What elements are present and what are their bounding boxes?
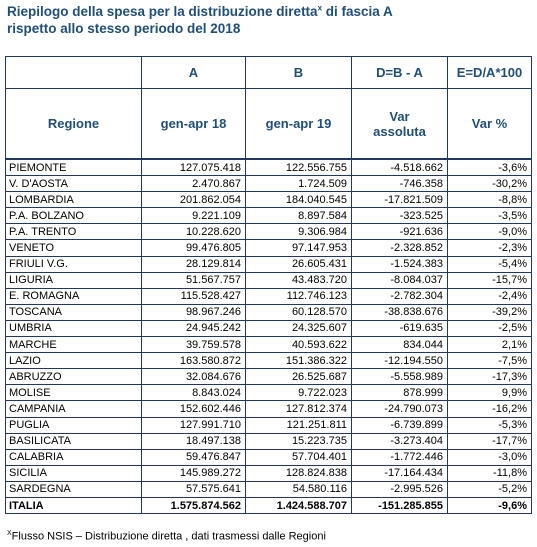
table-row	[6, 401, 532, 417]
gen-apr-19-cell: 60.128.570	[246, 304, 352, 320]
table-row	[6, 320, 532, 336]
total-row	[6, 497, 532, 513]
table-row	[6, 159, 532, 176]
table-row	[6, 224, 532, 240]
var-percent-cell: 9,9%	[448, 385, 532, 401]
gen-apr-18-cell: 9.221.109	[142, 208, 246, 224]
var-percent-cell: -9,0%	[448, 224, 532, 240]
gen-apr-19-cell: 9.722.023	[246, 385, 352, 401]
gen-apr-18-cell: 99.476.805	[142, 240, 246, 256]
header-var-percent: Var %	[448, 89, 532, 160]
region-cell: ITALIA	[6, 497, 142, 513]
gen-apr-18-cell: 127.991.710	[142, 417, 246, 433]
gen-apr-19-cell: 122.556.755	[246, 159, 352, 176]
gen-apr-18-cell: 115.528.427	[142, 288, 246, 304]
empty-header-cell	[6, 57, 142, 89]
var-percent-cell: 2,1%	[448, 337, 532, 353]
var-percent-cell: -17,3%	[448, 369, 532, 385]
col-letter-d: D=B - A	[352, 57, 448, 89]
gen-apr-18-cell: 57.575.641	[142, 481, 246, 497]
var-percent-cell: -2,4%	[448, 288, 532, 304]
table-row	[6, 369, 532, 385]
col-letter-e: E=D/A*100	[448, 57, 532, 89]
var-assoluta-cell: -24.790.073	[352, 401, 448, 417]
gen-apr-19-cell: 121.251.811	[246, 417, 352, 433]
region-cell: LOMBARDIA	[6, 192, 142, 208]
gen-apr-19-cell: 112.746.123	[246, 288, 352, 304]
column-letter-row	[6, 57, 532, 89]
region-cell: LIGURIA	[6, 272, 142, 288]
region-cell: PIEMONTE	[6, 159, 142, 176]
region-cell: BASILICATA	[6, 433, 142, 449]
table-row	[6, 240, 532, 256]
gen-apr-18-cell: 1.575.874.562	[142, 497, 246, 513]
region-cell: ABRUZZO	[6, 369, 142, 385]
var-assoluta-cell: -1.524.383	[352, 256, 448, 272]
var-assoluta-cell: -1.772.446	[352, 449, 448, 465]
var-assoluta-cell: -2.328.852	[352, 240, 448, 256]
var-percent-cell: -2,5%	[448, 320, 532, 336]
table-row	[6, 176, 532, 192]
var-assoluta-cell: -3.273.404	[352, 433, 448, 449]
var-assoluta-cell: -4.518.662	[352, 159, 448, 176]
gen-apr-18-cell: 2.470.867	[142, 176, 246, 192]
var-assoluta-cell: -38.838.676	[352, 304, 448, 320]
title-line-1	[7, 3, 532, 20]
var-assoluta-cell: -151.285.855	[352, 497, 448, 513]
gen-apr-18-cell: 28.129.814	[142, 256, 246, 272]
table-row	[6, 208, 532, 224]
table-row	[6, 385, 532, 401]
table-row	[6, 272, 532, 288]
gen-apr-19-cell: 8.897.584	[246, 208, 352, 224]
table-row	[6, 433, 532, 449]
gen-apr-19-cell: 26.605.431	[246, 256, 352, 272]
header-var-line1: Var	[389, 108, 410, 124]
region-cell: TOSCANA	[6, 304, 142, 320]
var-assoluta-cell: -17.821.509	[352, 192, 448, 208]
gen-apr-19-cell: 40.593.622	[246, 337, 352, 353]
region-cell: SARDEGNA	[6, 481, 142, 497]
region-cell: SICILIA	[6, 465, 142, 481]
gen-apr-18-cell: 127.075.418	[142, 159, 246, 176]
header-var-assoluta	[352, 89, 448, 160]
var-percent-cell: -5,4%	[448, 256, 532, 272]
var-percent-cell: -3,5%	[448, 208, 532, 224]
var-assoluta-cell: -17.164.434	[352, 465, 448, 481]
table-row	[6, 481, 532, 497]
region-cell: P.A. BOLZANO	[6, 208, 142, 224]
gen-apr-18-cell: 51.567.757	[142, 272, 246, 288]
var-percent-cell: -30,2%	[448, 176, 532, 192]
var-percent-cell: -11,8%	[448, 465, 532, 481]
footnote-marker: X	[7, 530, 12, 537]
region-cell: UMBRIA	[6, 320, 142, 336]
table-row	[6, 337, 532, 353]
var-assoluta-cell: -2.782.304	[352, 288, 448, 304]
table-row	[6, 353, 532, 369]
var-assoluta-cell: -12.194.550	[352, 353, 448, 369]
gen-apr-19-cell: 97.147.953	[246, 240, 352, 256]
title-line-2: rispetto allo stesso periodo del 2018	[7, 21, 241, 36]
gen-apr-18-cell: 98.967.246	[142, 304, 246, 320]
var-assoluta-cell: -619.635	[352, 320, 448, 336]
var-assoluta-cell: -5.558.989	[352, 369, 448, 385]
table-row	[6, 449, 532, 465]
gen-apr-19-cell: 9.306.984	[246, 224, 352, 240]
gen-apr-19-cell: 57.704.401	[246, 449, 352, 465]
var-percent-cell: -3,6%	[448, 159, 532, 176]
gen-apr-19-cell: 24.325.607	[246, 320, 352, 336]
var-percent-cell: -7,5%	[448, 353, 532, 369]
gen-apr-18-cell: 32.084.676	[142, 369, 246, 385]
gen-apr-18-cell: 24.945.242	[142, 320, 246, 336]
header-regione: Regione	[6, 89, 142, 160]
region-cell: MARCHE	[6, 337, 142, 353]
gen-apr-19-cell: 43.483.720	[246, 272, 352, 288]
gen-apr-19-cell: 26.525.687	[246, 369, 352, 385]
report-title	[7, 3, 532, 37]
region-cell: PUGLIA	[6, 417, 142, 433]
gen-apr-18-cell: 201.862.054	[142, 192, 246, 208]
table-row	[6, 192, 532, 208]
title-superscript: x	[317, 3, 323, 13]
gen-apr-18-cell: 145.989.272	[142, 465, 246, 481]
gen-apr-18-cell: 163.580.872	[142, 353, 246, 369]
var-percent-cell: -16,2%	[448, 401, 532, 417]
gen-apr-18-cell: 18.497.138	[142, 433, 246, 449]
column-header-row	[6, 89, 532, 160]
var-percent-cell: -5,3%	[448, 417, 532, 433]
gen-apr-19-cell: 1.724.509	[246, 176, 352, 192]
header-var-line2: assoluta	[373, 123, 426, 139]
var-assoluta-cell: -2.995.526	[352, 481, 448, 497]
var-assoluta-cell: 878.999	[352, 385, 448, 401]
gen-apr-19-cell: 1.424.588.707	[246, 497, 352, 513]
gen-apr-18-cell: 8.843.024	[142, 385, 246, 401]
table-row	[6, 465, 532, 481]
gen-apr-18-cell: 59.476.847	[142, 449, 246, 465]
title-text-suffix: di fascia A	[322, 4, 393, 19]
var-assoluta-cell: 834.044	[352, 337, 448, 353]
region-cell: VENETO	[6, 240, 142, 256]
var-assoluta-cell: -746.358	[352, 176, 448, 192]
var-percent-cell: -5,2%	[448, 481, 532, 497]
col-letter-a: A	[142, 57, 246, 89]
var-assoluta-cell: -6.739.899	[352, 417, 448, 433]
gen-apr-19-cell: 127.812.374	[246, 401, 352, 417]
var-assoluta-cell: -8.084.037	[352, 272, 448, 288]
var-percent-cell: -3,0%	[448, 449, 532, 465]
var-percent-cell: -17,7%	[448, 433, 532, 449]
var-percent-cell: -15,7%	[448, 272, 532, 288]
table-row	[6, 304, 532, 320]
spending-table	[5, 56, 532, 514]
gen-apr-19-cell: 151.386.322	[246, 353, 352, 369]
var-percent-cell: -9,6%	[448, 497, 532, 513]
var-percent-cell: -39,2%	[448, 304, 532, 320]
col-letter-b: B	[246, 57, 352, 89]
gen-apr-18-cell: 10.228.620	[142, 224, 246, 240]
table-row	[6, 417, 532, 433]
region-cell: CAMPANIA	[6, 401, 142, 417]
gen-apr-19-cell: 15.223.735	[246, 433, 352, 449]
table-row	[6, 256, 532, 272]
region-cell: CALABRIA	[6, 449, 142, 465]
footnote-text: Flusso NSIS – Distribuzione diretta , dati trasmessi dalle Regioni	[11, 530, 326, 543]
gen-apr-19-cell: 128.824.838	[246, 465, 352, 481]
var-assoluta-cell: -323.525	[352, 208, 448, 224]
var-percent-cell: -2,3%	[448, 240, 532, 256]
region-cell: V. D'AOSTA	[6, 176, 142, 192]
gen-apr-19-cell: 54.580.116	[246, 481, 352, 497]
region-cell: E. ROMAGNA	[6, 288, 142, 304]
gen-apr-18-cell: 39.759.578	[142, 337, 246, 353]
var-percent-cell: -8,8%	[448, 192, 532, 208]
title-text: Riepilogo della spesa per la distribuzione diretta	[7, 4, 318, 19]
header-gen-apr-18: gen-apr 18	[142, 89, 246, 160]
table-row	[6, 288, 532, 304]
region-cell: MOLISE	[6, 385, 142, 401]
gen-apr-18-cell: 152.602.446	[142, 401, 246, 417]
region-cell: LAZIO	[6, 353, 142, 369]
footnote	[7, 530, 326, 543]
header-gen-apr-19: gen-apr 19	[246, 89, 352, 160]
gen-apr-19-cell: 184.040.545	[246, 192, 352, 208]
var-assoluta-cell: -921.636	[352, 224, 448, 240]
region-cell: FRIULI V.G.	[6, 256, 142, 272]
region-cell: P.A. TRENTO	[6, 224, 142, 240]
